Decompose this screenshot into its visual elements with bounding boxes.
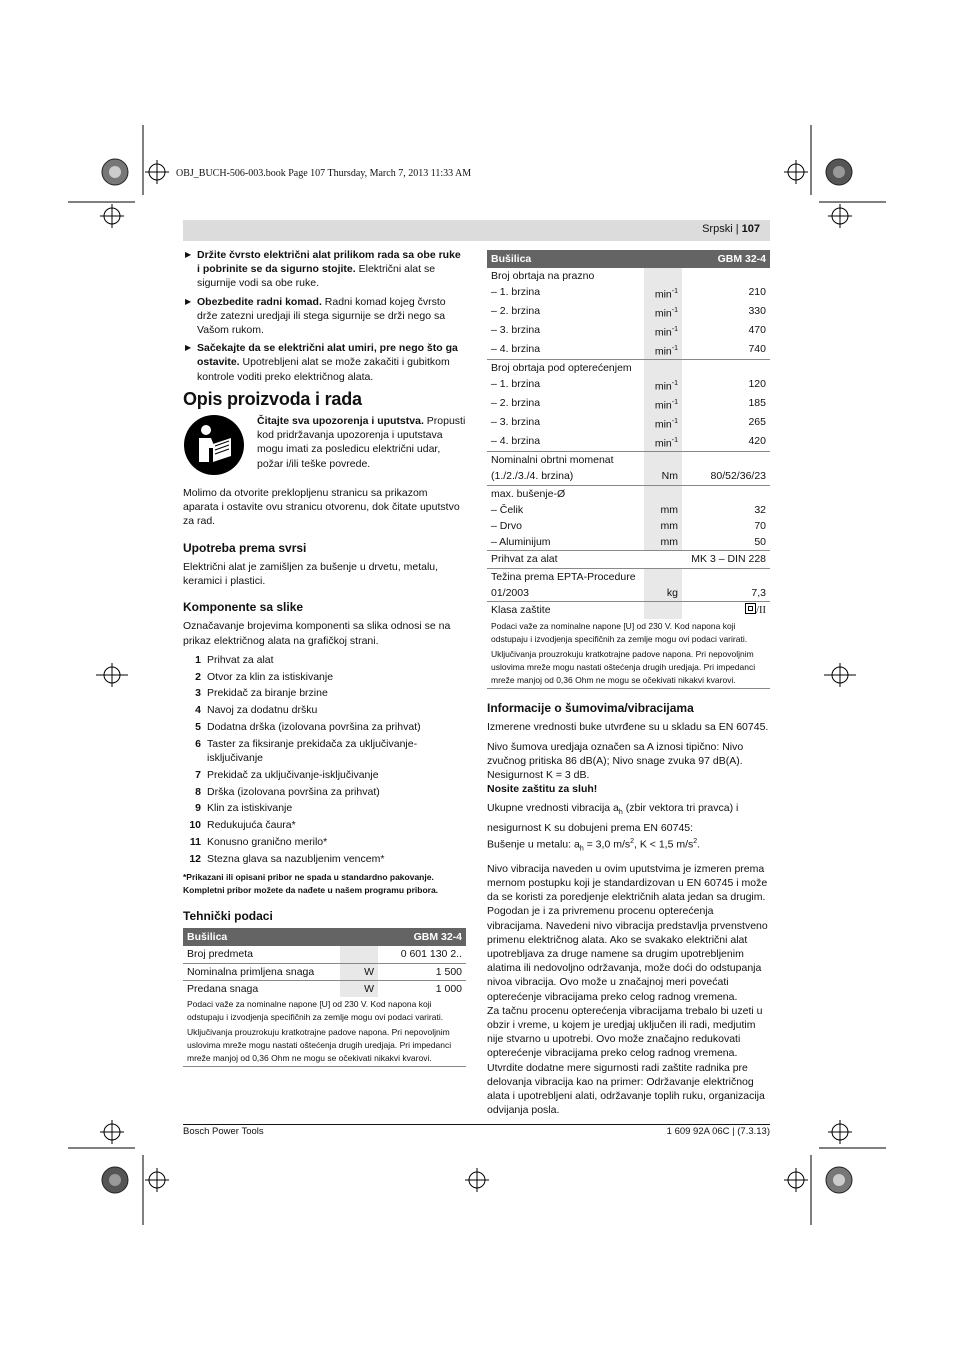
list-item: 6 Taster za fiksiranje prekidača za uključivanje-isključivanje [195,737,418,765]
read-instructions-text: Čitajte sva upozorenja i uputstva. Propusti kod pridržavanja upozorenja i uputstava mogu imati za posledicu električni udar, požar i/ili teške povrede. [257,415,466,470]
list-item: 7 Prekidač za uključivanje-isključivanje [195,768,379,781]
tech-table-right [487,250,770,689]
components-heading: Komponente sa slike [183,600,304,615]
table-row: – Aluminijum mm 50 [487,534,770,551]
tech-table-left [183,928,466,1067]
noise-text: Izmerene vrednosti buke utvrđene su u skladu sa EN 60745. [487,721,769,734]
bullet-arrow-icon: ▶ [185,250,192,259]
table-row: Klasa zaštite /II [487,602,770,620]
hearing-protection-note: Nosite zaštitu za sluh! [487,783,598,796]
vibration-text: Utvrdite dodatne mere sigurnosti radi zaštite radnika pre delovanja vibracija kao na primer: Održavanje električnog alata i upotrebljeni alati, održavanje toplih ruku, organizacija odvijanja posla. [487,1061,765,1117]
table-row: Težina prema EPTA-Procedure [487,568,770,585]
footer-doc-number: 1 609 92A 06C | (7.3.13) [666,1126,770,1137]
list-item: 5 Dodatna drška (izolovana površina za prihvat) [195,721,421,734]
components-footnote: *Prikazani ili opisani pribor ne spada u standardno pakovanje. Kompletni pribor možete da nađete u našem programu pribora. [183,872,439,896]
table-note: Uključivanja prouzrokuju kratkotrajne padove napona. Pri nepovoljnim uslovima mreže mogu nastati oštećenja drugih uredjaja. Pri impedanci mreže manjoj od 0,36 Ohm ne mogu se očekivati nikakvi kvarovi. [183,1025,466,1067]
right-column [487,250,770,1122]
read-instructions-box [183,414,466,476]
print-info-line: OBJ_BUCH-506-003.book Page 107 Thursday, March 7, 2013 11:33 AM [176,168,472,179]
table-row: – 4. brzina $\min^{-1}$ 420 [487,433,770,452]
table-row: – 2. brzina $\min^{-1}$ 330 [487,303,770,322]
table-header-row: Bušilica GBM 32-4 [183,928,466,946]
table-note: Podaci važe za nominalne napone [U] od 230 V. Kod napona koji odstupaju i izvodjenja specifičnih za zemlje mogu ovi podaci varirati. [491,621,748,645]
list-item: 10 Redukujuća čaura* [189,819,296,832]
bullet-arrow-icon: ▶ [185,296,192,306]
footer-divider [183,1124,770,1125]
page-header [183,220,770,241]
list-item: 8 Drška (izolovana površina za prihvat) [195,785,380,798]
safety-bullet: ▶ Držite čvrsto električni alat prilikom rada sa obe ruke i pobrinite se da sigurno stojite. Električni alat se sigurnije vodi sa obe ruke. [185,249,461,290]
table-note: Podaci važe za nominalne napone [U] od 230 V. Kod napona koji odstupaju i izvodjenja specifičnih za zemlje mogu ovi podaci varirati. [187,999,444,1023]
table-row: – Čelik mm 32 [487,502,770,518]
list-item: 3 Prekidač za biranje brzine [195,687,328,700]
header-text: Srpski | 107 [702,223,760,235]
table-row: Prihvat za alat MK 3 – DIN 228 [487,551,770,568]
protection-class-icon [745,603,756,614]
list-item: 9 Klin za istiskivanje [195,802,293,815]
table-header-row: Bušilica GBM 32-4 [487,250,770,268]
left-column [183,248,466,1067]
list-item: 1 Prihvat za alat [195,653,274,666]
vibration-text: Ukupne vrednosti vibracija $a_h$ (zbir vektora tri pravca) i nesigurnost K su dobujeni prema EN 60745: Bušenje u metalu: $a_h = 3,0$ $m/s^2$, K < 1,5 $m/s^2$. [487,802,739,853]
table-row: Broj obrtaja pod opterećenjem [487,360,770,377]
components-intro: Označavanje brojevima komponenti sa slika odnosi se na prikaz električnog alata na grafičkoj strani. [183,620,451,647]
noise-text: Nivo šumova uredjaja označen sa A iznosi tipično: Nivo zvučnog pritiska 86 dB(A); Nivo snage zvuka 97 dB(A). Nesigurnost K = 3 dB. [487,740,744,782]
list-item: 11 Konusno granično merilo* [189,836,328,849]
table-row: Broj predmeta 0 601 130 2.. [183,946,466,963]
use-heading: Upotreba prema svrsi [183,540,307,555]
list-item: 12 Stezna glava sa nazubljenim vencem* [189,852,385,865]
table-row: 01/2003 kg 7,3 [487,585,770,602]
table-note: Uključivanja prouzrokuju kratkotrajne padove napona. Pri nepovoljnim uslovima mreže mogu nastati oštećenja drugih uredjaja. Pri impedanci mreže manjoj od 0,36 Ohm ne mogu se očekivati nikakvi kvarovi. [487,647,770,689]
table-row: – 3. brzina $\min^{-1}$ 265 [487,414,770,433]
table-row: max. bušenje-Ø [487,485,770,502]
table-row: Nominalni obrtni momenat [487,452,770,469]
tech-heading: Tehnički podaci [183,909,273,924]
list-item: 2 Otvor za klin za istiskivanje [195,670,334,683]
section-title: Opis proizvoda i rada [183,388,362,409]
use-text: Električni alat je zamišljen za bušenje u drvetu, metalu, keramici i plastici. [183,560,439,588]
read-manual-icon [183,414,245,476]
vibration-text: Nivo vibracija naveden u ovim uputstvima je izmeren prema mernom postupku koji je standardizovan u EN 60745 i može da se koristi za poredjenje električnih alata jedan sa drugim. Pogodan je i za privremenu procenu opterećenja vibracijama. Navedeni nivo vibracija predstavlja prvenstveno primenu električnog alata. Ako se svakako električni alat upotrebljava za druge namene sa drugim upotrebljenim alatima ili nedovoljno održavanja, može doći do odstupanja nivoa vibracija. Ovo može u značajnoj meri povećati opterećenje vibracijama preko celog radnog vremena. [487,862,768,1003]
table-row: – 1. brzina $\min^{-1}$ 210 [487,284,770,303]
table-row: – 2. brzina $\min^{-1}$ 185 [487,395,770,414]
vibration-text: Za tačnu procenu opterećenja vibracijama trebalo bi uzeti u obzir i vreme, u kojem je uredjaj uključen ili radi, medjutim nije stvarno u upotrebi. Ovo može značajno redukovati opterećenje vibracijama preko celog radnog vremena. [487,1004,763,1060]
table-row: Predana snaga W 1 000 [183,980,466,997]
footer-brand: Bosch Power Tools [183,1126,264,1137]
bullet-arrow-icon: ▶ [185,343,192,353]
table-row: – 3. brzina $\min^{-1}$ 470 [487,322,770,341]
table-row: (1./2./3./4. brzina) Nm 80/52/36/23 [487,468,770,485]
header-language: Srpski [702,223,733,235]
table-row: – 1. brzina $\min^{-1}$ 120 [487,376,770,395]
safety-bullet: ▶ Sačekajte da se električni alat umiri, pre nego što ga ostavite. Upotrebljeni alat se može zakačiti i gubitkom kontrole voditi preko električnog alata. [185,342,458,383]
table-row: Nominalna primljena snaga W 1 500 [183,963,466,980]
noise-heading: Informacije o šumovima/vibracijama [487,701,694,716]
components-list [183,653,466,866]
table-row: – 4. brzina $\min^{-1}$ 740 [487,341,770,360]
page-number: 107 [741,223,760,235]
table-row: – Drvo mm 70 [487,518,770,534]
list-item: 4 Navoj za dodatnu dršku [195,704,318,717]
open-page-text: Molimo da otvorite preklopljenu stranicu sa prikazom aparata i ostavite ovu stranicu otvorenu, dok čitate uputstvo za rad. [183,487,460,528]
table-row: Broj obrtaja na prazno [487,268,770,284]
safety-bullet: ▶ Obezbedite radni komad. Radni komad kojeg čvrsto drže zatezni uredjaji ili stega sigurnije se drži nego sa Vašom rukom. [185,295,446,337]
